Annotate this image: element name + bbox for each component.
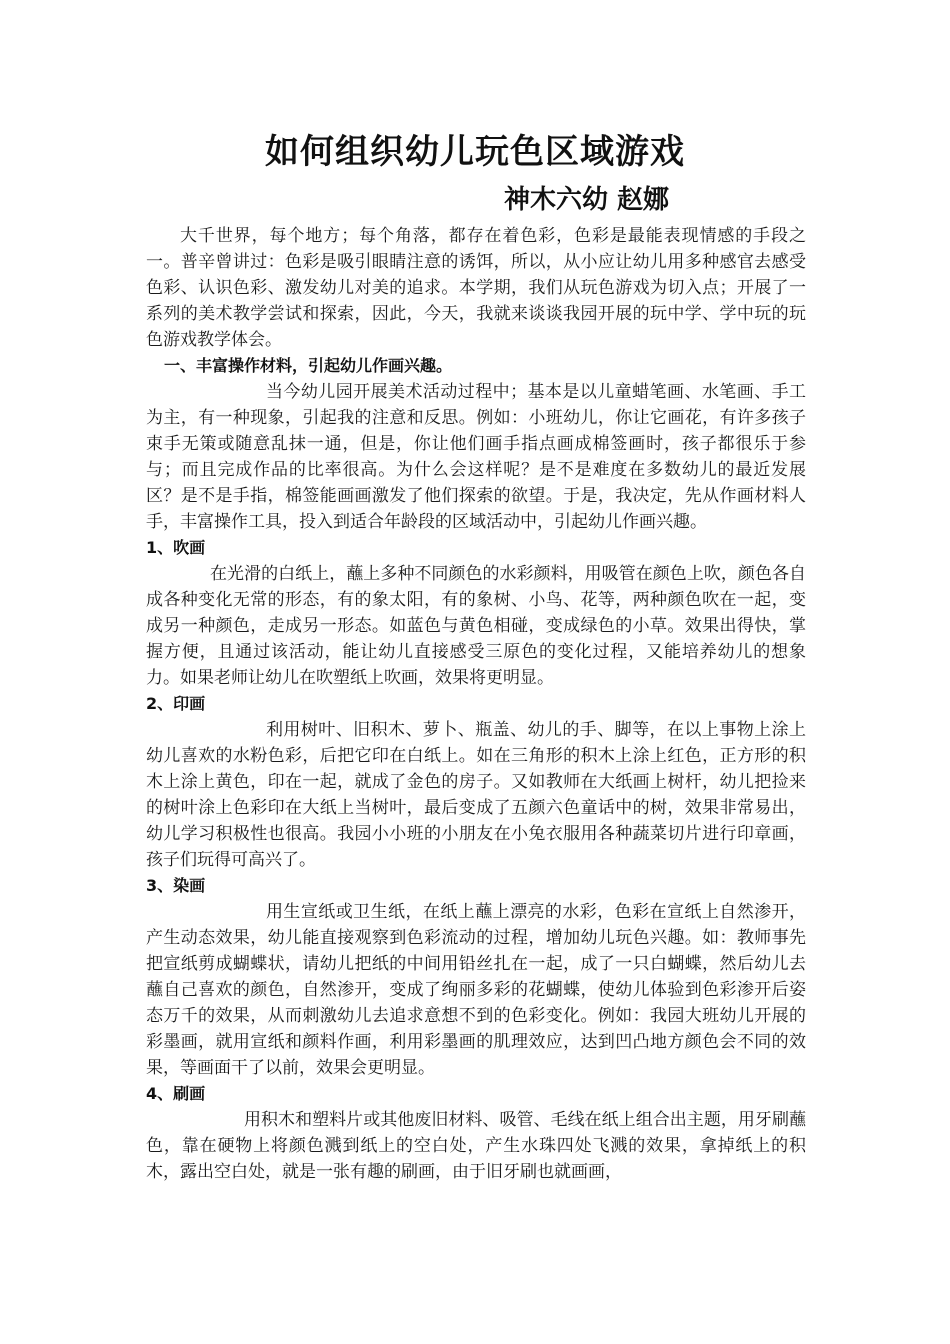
- item-paragraph-brush-painting: 用积木和塑料片或其他废旧材料、吸管、毛线在纸上组合出主题，用牙刷蘸色，靠在硬物上将颜色溅到纸上的空白处，产生水珠四处飞溅的效果，拿掉纸上的积木，露出空白处，就是一张有趣的刷画，由于旧牙刷也就画画，: [146, 1110, 806, 1182]
- item-heading-print-painting: 2、印画: [146, 694, 206, 713]
- item-heading-blow-painting: 1、吹画: [146, 538, 206, 557]
- intro-paragraph: 大千世界，每个地方；每个角落，都存在着色彩，色彩是最能表现情感的手段之一。普辛曾讲过：色彩是吸引眼睛注意的诱饵，所以，从小应让幼儿用多种感官去感受色彩、认识色彩、激发幼儿对美的追求。本学期，我们从玩色游戏为切入点；开展了一系列的美术教学尝试和探索，因此，今天，我就来谈谈我园开展的玩中学、学中玩的玩色游戏教学体会。: [146, 226, 806, 350]
- document-title: 如何组织幼儿玩色区域游戏: [265, 132, 685, 172]
- document-body: [146, 223, 806, 1185]
- section-heading: 一、丰富操作材料，引起幼儿作画兴趣。: [164, 356, 453, 375]
- document-author: 神木六幼 赵娜: [504, 185, 670, 215]
- item-paragraph-dye-painting: 用生宣纸或卫生纸，在纸上蘸上漂亮的水彩，色彩在宣纸上自然渗开，产生动态效果，幼儿能直接观察到色彩流动的过程，增加幼儿玩色兴趣。如：教师事先把宣纸剪成蝴蝶状，请幼儿把纸的中间用铅丝扎在一起，成了一只白蝴蝶，然后幼儿去蘸自己喜欢的颜色，自然渗开，变成了绚丽多彩的花蝴蝶，使幼儿体验到色彩渗开后姿态万千的效果，从而刺激幼儿去追求意想不到的色彩变化。例如：我园大班幼儿开展的彩墨画，就用宣纸和颜料作画，利用彩墨画的肌理效应，达到凹凸地方颜色会不同的效果，等画面干了以前，效果会更明显。: [146, 902, 806, 1078]
- item-paragraph-print-painting: 利用树叶、旧积木、萝卜、瓶盖、幼儿的手、脚等，在以上事物上涂上幼儿喜欢的水粉色彩，后把它印在白纸上。如在三角形的积木上涂上红色，正方形的积木上涂上黄色，印在一起，就成了金色的房子。又如教师在大纸画上树杆，幼儿把捡来的树叶涂上色彩印在大纸上当树叶，最后变成了五颜六色童话中的树，效果非常易出，幼儿学习积极性也很高。我园小小班的小朋友在小兔衣服用各种蔬菜切片进行印章画，孩子们玩得可高兴了。: [146, 720, 806, 870]
- item-heading-brush-painting: 4、刷画: [146, 1084, 206, 1103]
- item-heading-dye-painting: 3、染画: [146, 876, 206, 895]
- item-paragraph-blow-painting: 在光滑的白纸上，蘸上多种不同颜色的水彩颜料，用吸管在颜色上吹，颜色各自成各种变化无常的形态，有的象太阳，有的象树、小鸟、花等，两种颜色吹在一起，变成另一种颜色，走成另一形态。如蓝色与黄色相碰，变成绿色的小草。效果出得快，掌握方便，且通过该活动，能让幼儿直接感受三原色的变化过程，又能培养幼儿的想象力。如果老师让幼儿在吹塑纸上吹画，效果将更明显。: [146, 564, 806, 688]
- section-paragraph: 当今幼儿园开展美术活动过程中；基本是以儿童蜡笔画、水笔画、手工为主，有一种现象，引起我的注意和反思。例如：小班幼儿，你让它画花，有许多孩子束手无策或随意乱抹一通，但是，你让他们画手指点画成棉签画时，孩子都很乐于参与；而且完成作品的比率很高。为什么会这样呢？是不是难度在多数幼儿的最近发展区？是不是手指，棉签能画画激发了他们探索的欲望。于是，我决定，先从作画材料人手，丰富操作工具，投入到适合年龄段的区域活动中，引起幼儿作画兴趣。: [146, 382, 806, 532]
